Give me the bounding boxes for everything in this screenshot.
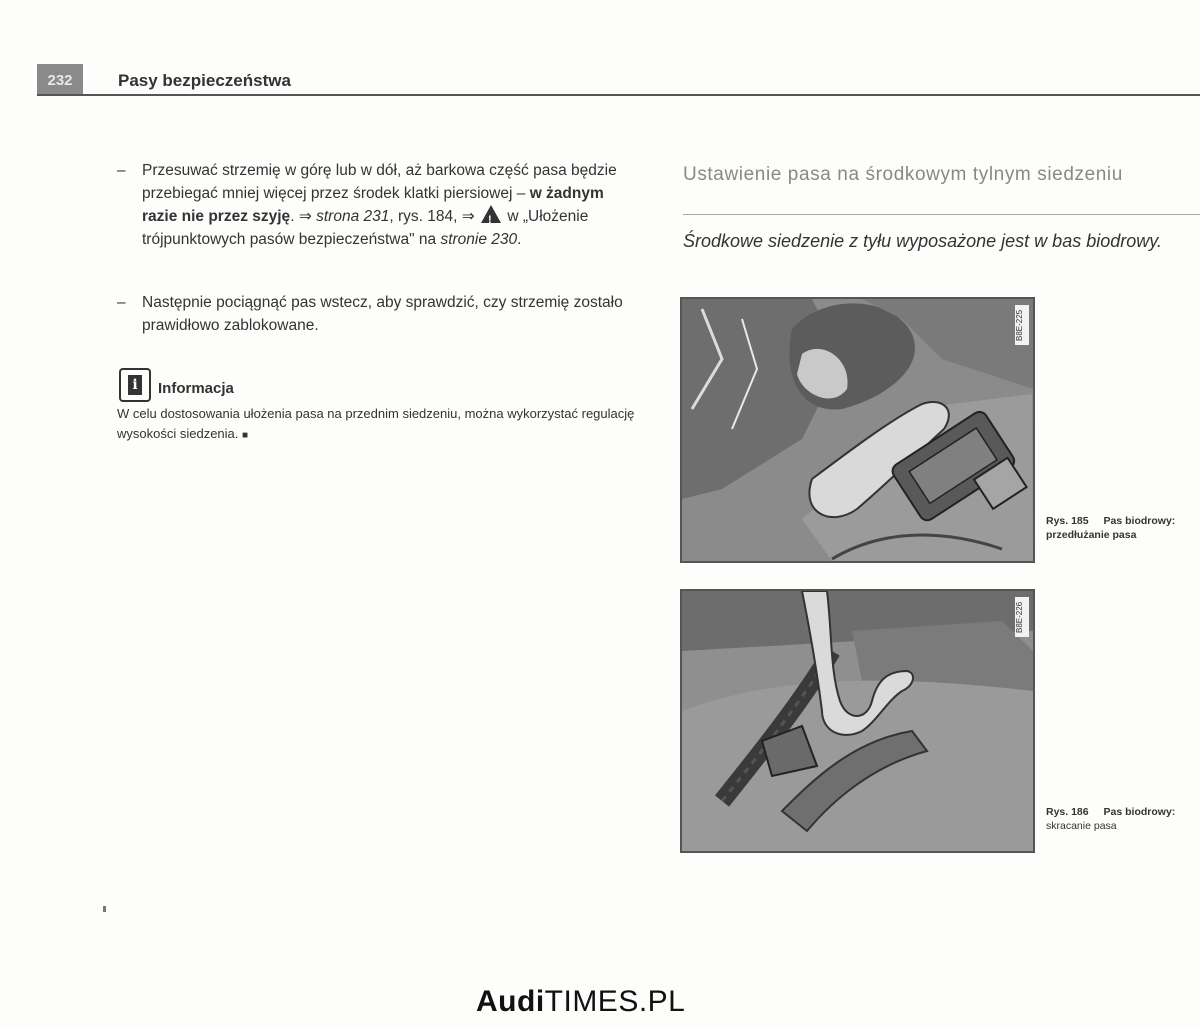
bullet-dash: – (117, 162, 126, 179)
page-ref-link-2[interactable]: stronie 230 (440, 230, 518, 248)
bullet-1-part1: Przesuwać strzemię w górę lub w dół, aż barkowa część pasa będzie przebiegać mniej więcej przez środek klatki piersiowej – (142, 162, 617, 202)
figure-185-caption (1046, 514, 1196, 542)
running-head: Pasy bezpieczeństwa (118, 71, 291, 90)
footer-logo-rest: TIMES.PL (544, 985, 686, 1018)
end-mark-icon: ■ (242, 430, 249, 441)
warning-triangle-icon (481, 205, 501, 223)
figure-ref: , rys. 184, ⇒ (389, 208, 475, 225)
info-body-text: W celu dostosowania ułożenia pasa na przednim siedzeniu, można wykorzystać regulację wysokości siedzenia. (117, 406, 635, 441)
section-lead: Środkowe siedzenie z tyłu wyposażone jest w bas biodrowy. (683, 231, 1162, 251)
page-number: 232 (37, 64, 83, 96)
bullet-1-part2: . (290, 208, 295, 225)
bullet-1-text (142, 160, 637, 251)
caption-text: Pas biodrowy: przedłużanie pasa (1046, 515, 1176, 541)
page-ref-link[interactable]: strona 231 (316, 208, 390, 225)
caption-number: Rys. 186 (1046, 806, 1089, 818)
footer-logo (476, 985, 685, 1019)
caption-number: Rys. 185 (1046, 515, 1089, 527)
caption-text-plain: skracanie pasa (1046, 820, 1117, 832)
instruction-bullet-2 (117, 292, 637, 337)
figure-code: B8E-225 (1015, 305, 1029, 345)
section-title: Ustawienie pasa na środkowym tylnym siedzeniu (683, 164, 1123, 185)
instruction-bullet-1 (117, 160, 637, 251)
figure-186-image (680, 589, 1035, 853)
info-title: Informacja (158, 380, 234, 397)
caption-text: Pas biodrowy: (1103, 806, 1176, 818)
belt-shortening-illustration (682, 591, 1033, 851)
ref-arrow: ⇒ (298, 208, 312, 225)
header-rule (37, 94, 1200, 96)
bullet-1-end: . (517, 230, 522, 248)
info-icon-glyph: i (128, 375, 142, 395)
info-body (117, 404, 642, 446)
bullet-1-bold: w żadnym razie nie przez szyję (142, 184, 604, 225)
figure-185-image (680, 297, 1035, 563)
footer-logo-bold: Audi (476, 985, 545, 1018)
bullet-1-after-warning: w „Ułożenie trójpunktowych pasów bezpieczeństwa" na (142, 208, 589, 248)
bullet-dash: – (117, 294, 126, 311)
bullet-2-text: Następnie pociągnąć pas wstecz, aby sprawdzić, czy strzemię zostało prawidłowo zablokowane. (142, 294, 623, 334)
info-icon (119, 368, 151, 402)
belt-extension-illustration (682, 299, 1033, 561)
figure-code: B8E-226 (1015, 597, 1029, 637)
section-rule (683, 214, 1200, 215)
scan-mark (103, 906, 106, 912)
figure-186-caption (1046, 805, 1196, 833)
